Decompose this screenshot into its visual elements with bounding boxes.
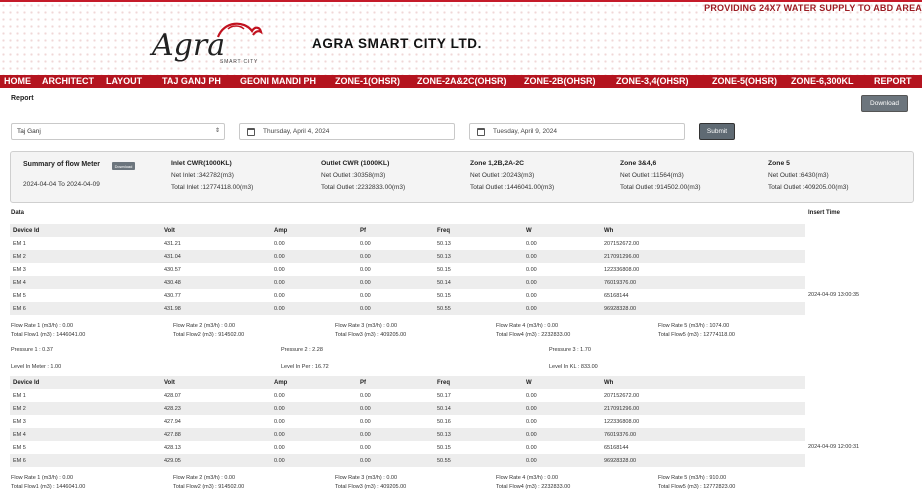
summary-download-button[interactable]: Download	[112, 162, 135, 170]
table-cell: 0.00	[526, 293, 537, 299]
summary-zone-1-2b	[470, 158, 554, 194]
summary-inlet-cwr	[171, 158, 253, 194]
table-cell: 50.16	[437, 419, 451, 425]
table-cell: 65168144	[604, 445, 629, 451]
flow-total: Total Flow3 (m3) : 409205.00	[335, 332, 407, 338]
table-cell: 0.00	[360, 406, 371, 412]
summary-col-line: Total Outlet :914502.00(m3)	[620, 184, 701, 191]
table-row	[10, 237, 805, 250]
flow-total: Total Flow4 (m3) : 2232833.00	[496, 332, 571, 338]
main-nav	[0, 75, 922, 88]
table-cell: EM 2	[13, 406, 26, 412]
flow-rate: Flow Rate 2 (m3/h) : 0.00	[173, 323, 236, 329]
summary-zone-5	[768, 158, 849, 194]
table-row	[10, 441, 805, 454]
announcement-marquee: PROVIDING 24X7 WATER SUPPLY TO ABD AREA	[704, 3, 922, 13]
flow-rate: Flow Rate 5 (m3/h) : 910.00	[658, 475, 727, 481]
table-cell: 0.00	[274, 432, 285, 438]
table-cell: 96928328.00	[604, 306, 637, 312]
nav-zone-5[interactable]: ZONE-5(OHSR)	[712, 76, 777, 86]
table-cell: 217091296.00	[604, 254, 640, 260]
pressure-reading: Pressure 3 : 1.70	[549, 347, 591, 353]
summary-date-range: 2024-04-04 To 2024-04-09	[23, 181, 100, 188]
nav-report[interactable]: REPORT	[874, 76, 912, 86]
insert-time-label: Insert Time	[808, 210, 840, 216]
table-cell: 427.88	[164, 432, 181, 438]
table-cell: 76019376.00	[604, 432, 637, 438]
table-cell: 217091296.00	[604, 406, 640, 412]
table-header-row	[10, 376, 805, 389]
submit-button[interactable]: Submit	[699, 123, 735, 140]
column-header: Amp	[274, 380, 288, 386]
flow-rate: Flow Rate 5 (m3/h) : 1074.00	[658, 323, 730, 329]
calendar-icon	[247, 128, 255, 136]
table-cell: 0.00	[526, 241, 537, 247]
summary-col-line: Total Outlet :1446041.00(m3)	[470, 184, 555, 191]
flow-rate: Flow Rate 1 (m3/h) : 0.00	[11, 475, 74, 481]
flow-total: Total Flow2 (m3) : 914502.00	[173, 484, 245, 490]
flow-rate: Flow Rate 3 (m3/h) : 0.00	[335, 323, 398, 329]
flow-reading	[173, 322, 244, 340]
table-cell: 96928328.00	[604, 458, 637, 464]
flow-reading	[658, 322, 735, 340]
table-cell: 0.00	[526, 458, 537, 464]
nav-layout[interactable]: LAYOUT	[106, 76, 143, 86]
table-cell: 0.00	[274, 406, 285, 412]
flow-reading	[658, 474, 735, 492]
table-cell: 430.57	[164, 267, 181, 273]
flow-reading	[335, 474, 406, 492]
table-cell: EM 1	[13, 393, 26, 399]
table-cell: 0.00	[526, 254, 537, 260]
summary-col-head: Outlet CWR (1000KL)	[321, 160, 390, 167]
table-cell: 0.00	[360, 458, 371, 464]
calendar-icon	[477, 128, 485, 136]
flow-reading	[496, 474, 570, 492]
table-cell: 50.14	[437, 280, 451, 286]
data-label: Data	[11, 210, 25, 216]
table-cell: 50.13	[437, 432, 451, 438]
table-cell: 65168144	[604, 293, 629, 299]
table-cell: 50.14	[437, 406, 451, 412]
table-cell: 0.00	[360, 393, 371, 399]
table-cell: 0.00	[360, 432, 371, 438]
nav-zone-2a-2c[interactable]: ZONE-2A&2C(OHSR)	[417, 76, 507, 86]
table-cell: 0.00	[274, 293, 285, 299]
summary-zone-3-4-6	[620, 158, 701, 194]
table-cell: 0.00	[526, 432, 537, 438]
table-cell: 431.21	[164, 241, 181, 247]
summary-col-line: Total Outlet :409205.00(m3)	[768, 184, 849, 191]
table-cell: 0.00	[360, 419, 371, 425]
table-cell: 431.04	[164, 254, 181, 260]
table-cell: 122336808.00	[604, 267, 640, 273]
flow-rate: Flow Rate 4 (m3/h) : 0.00	[496, 475, 559, 481]
table-cell: EM 2	[13, 254, 26, 260]
table-row	[10, 428, 805, 441]
flow-rate: Flow Rate 1 (m3/h) : 0.00	[11, 323, 74, 329]
table-cell: EM 3	[13, 419, 26, 425]
table-row	[10, 289, 805, 302]
summary-col-head: Zone 1,2B,2A-2C	[470, 160, 525, 167]
column-header: Freq	[437, 228, 451, 234]
summary-col-line: Total Inlet :12774118.00(m3)	[171, 184, 254, 191]
table-cell: 207152672.00	[604, 241, 640, 247]
table-cell: 427.94	[164, 419, 181, 425]
nav-zone-1[interactable]: ZONE-1(OHSR)	[335, 76, 400, 86]
table-row	[10, 263, 805, 276]
pressure-reading: Pressure 1 : 0.37	[11, 347, 53, 353]
table-cell: 430.48	[164, 280, 181, 286]
table-cell: 430.77	[164, 293, 181, 299]
summary-col-head: Zone 3&4,6	[620, 160, 657, 167]
nav-zone-6[interactable]: ZONE-6,300KL	[791, 76, 854, 86]
table-row	[10, 276, 805, 289]
nav-architect[interactable]: ARCHITECT	[42, 76, 94, 86]
table-cell: 428.07	[164, 393, 181, 399]
column-header: Wh	[604, 380, 614, 386]
table-cell: 0.00	[274, 254, 285, 260]
download-button[interactable]: Download	[861, 95, 908, 112]
table-cell: 0.00	[274, 393, 285, 399]
column-header: Freq	[437, 380, 451, 386]
table-cell: 0.00	[274, 445, 285, 451]
table-row	[10, 389, 805, 402]
table-cell: 0.00	[526, 445, 537, 451]
level-reading: Level In Per : 16.72	[281, 364, 329, 370]
table-cell: 429.05	[164, 458, 181, 464]
table-cell: 0.00	[526, 393, 537, 399]
nav-home[interactable]: HOME	[4, 76, 31, 86]
column-header: Pf	[360, 228, 366, 234]
table-cell: 50.55	[437, 306, 451, 312]
flow-total: Total Flow1 (m3) : 1446041.00	[11, 332, 86, 338]
flow-reading	[173, 474, 244, 492]
summary-col-line: Net Outlet :6430(m3)	[768, 172, 829, 179]
flow-reading	[496, 322, 570, 340]
table-cell: 0.00	[274, 419, 285, 425]
location-select[interactable]	[11, 123, 225, 140]
column-header: Volt	[164, 228, 175, 234]
column-header: W	[526, 380, 532, 386]
table-cell: 0.00	[360, 445, 371, 451]
nav-geoni-mandi-ph[interactable]: GEONI MANDI PH	[240, 76, 317, 86]
location-value: Taj Ganj	[17, 128, 41, 135]
table-cell: 0.00	[526, 280, 537, 286]
table-cell: 0.00	[526, 419, 537, 425]
table-cell: 0.00	[360, 306, 371, 312]
flow-total: Total Flow5 (m3) : 12774118.00	[658, 332, 735, 338]
table-cell: 428.13	[164, 445, 181, 451]
flow-summary-card	[10, 151, 914, 203]
summary-col-line: Net Inlet :342782(m3)	[171, 172, 234, 179]
table-cell: EM 4	[13, 432, 26, 438]
table-cell: 0.00	[274, 241, 285, 247]
to-date-value: Tuesday, April 9, 2024	[493, 128, 557, 135]
table-row	[10, 415, 805, 428]
svg-text:Agra: Agra	[152, 28, 226, 63]
table-row	[10, 302, 805, 315]
flow-total: Total Flow4 (m3) : 2232833.00	[496, 484, 571, 490]
column-header: Device Id	[13, 380, 40, 386]
column-header: Wh	[604, 228, 614, 234]
table-cell: 0.00	[526, 406, 537, 412]
flow-rate: Flow Rate 2 (m3/h) : 0.00	[173, 475, 236, 481]
table-cell: 0.00	[360, 267, 371, 273]
summary-col-head: Inlet CWR(1000KL)	[171, 160, 232, 167]
company-name: AGRA SMART CITY LTD.	[312, 36, 482, 51]
summary-col-line: Total Outlet :2232833.00(m3)	[321, 184, 406, 191]
table-cell: 50.55	[437, 458, 451, 464]
flow-total: Total Flow2 (m3) : 914502.00	[173, 332, 245, 338]
column-header: Amp	[274, 228, 288, 234]
flow-rate: Flow Rate 3 (m3/h) : 0.00	[335, 475, 398, 481]
summary-col-line: Net Outlet :30358(m3)	[321, 172, 386, 179]
summary-col-line: Net Outlet :11564(m3)	[620, 172, 684, 179]
table-cell: 50.15	[437, 293, 451, 299]
table-cell: 0.00	[274, 458, 285, 464]
site-header	[0, 0, 922, 75]
nav-zone-3-4[interactable]: ZONE-3,4(OHSR)	[616, 76, 689, 86]
table-cell: 50.15	[437, 267, 451, 273]
table-cell: 0.00	[360, 293, 371, 299]
table-cell: 0.00	[526, 306, 537, 312]
table-cell: 0.00	[274, 267, 285, 273]
table-cell: 428.23	[164, 406, 181, 412]
flow-rate: Flow Rate 4 (m3/h) : 0.00	[496, 323, 559, 329]
table-cell: 50.17	[437, 393, 451, 399]
table-cell: 0.00	[360, 280, 371, 286]
table-cell: 50.15	[437, 445, 451, 451]
column-header: Pf	[360, 380, 366, 386]
nav-zone-2b[interactable]: ZONE-2B(OHSR)	[524, 76, 596, 86]
table-cell: 207152672.00	[604, 393, 640, 399]
level-reading: Level In Meter : 1.00	[11, 364, 62, 370]
table-cell: EM 1	[13, 241, 26, 247]
insert-time: 2024-04-09 12:00:31	[808, 444, 860, 450]
insert-time: 2024-04-09 13:00:35	[808, 292, 860, 298]
table-cell: EM 6	[13, 306, 26, 312]
flow-reading	[11, 322, 85, 340]
table-row	[10, 250, 805, 263]
table-cell: EM 6	[13, 458, 26, 464]
table-row	[10, 402, 805, 415]
table-cell: EM 5	[13, 445, 26, 451]
summary-outlet-cwr	[321, 158, 405, 194]
summary-col-line: Net Outlet :20243(m3)	[470, 172, 535, 179]
table-cell: 0.00	[360, 241, 371, 247]
column-header: Volt	[164, 380, 175, 386]
table-cell: 0.00	[360, 254, 371, 260]
pressure-reading: Pressure 2 : 2.28	[281, 347, 323, 353]
table-cell: 122336808.00	[604, 419, 640, 425]
table-row	[10, 454, 805, 467]
to-date-field[interactable]	[469, 123, 685, 140]
column-header: Device Id	[13, 228, 40, 234]
table-cell: 76019376.00	[604, 280, 637, 286]
table-cell: 0.00	[274, 280, 285, 286]
summary-title: Summary of flow Meter	[23, 161, 101, 168]
flow-total: Total Flow3 (m3) : 409205.00	[335, 484, 407, 490]
table-cell: 50.13	[437, 241, 451, 247]
table-cell: 0.00	[274, 306, 285, 312]
flow-reading	[335, 322, 406, 340]
report-title: Report	[11, 95, 34, 102]
nav-taj-ganj-ph[interactable]: TAJ GANJ PH	[162, 76, 221, 86]
from-date-value: Thursday, April 4, 2024	[263, 128, 330, 135]
table-cell: EM 4	[13, 280, 26, 286]
table-header-row	[10, 224, 805, 237]
table-cell: 50.13	[437, 254, 451, 260]
agra-smart-city-logo[interactable]	[140, 17, 265, 67]
table-cell: 0.00	[526, 267, 537, 273]
flow-reading	[11, 474, 85, 492]
select-caret-icon: ⇕	[214, 128, 220, 134]
flow-total: Total Flow1 (m3) : 1446041.00	[11, 484, 86, 490]
table-cell: 431.98	[164, 306, 181, 312]
flow-total: Total Flow5 (m3) : 12772823.00	[658, 484, 736, 490]
svg-text:SMART CITY: SMART CITY	[220, 59, 259, 65]
column-header: W	[526, 228, 532, 234]
from-date-field[interactable]	[239, 123, 455, 140]
table-cell: EM 5	[13, 293, 26, 299]
level-reading: Level In KL : 833.00	[549, 364, 598, 370]
table-cell: EM 3	[13, 267, 26, 273]
summary-col-head: Zone 5	[768, 160, 790, 167]
